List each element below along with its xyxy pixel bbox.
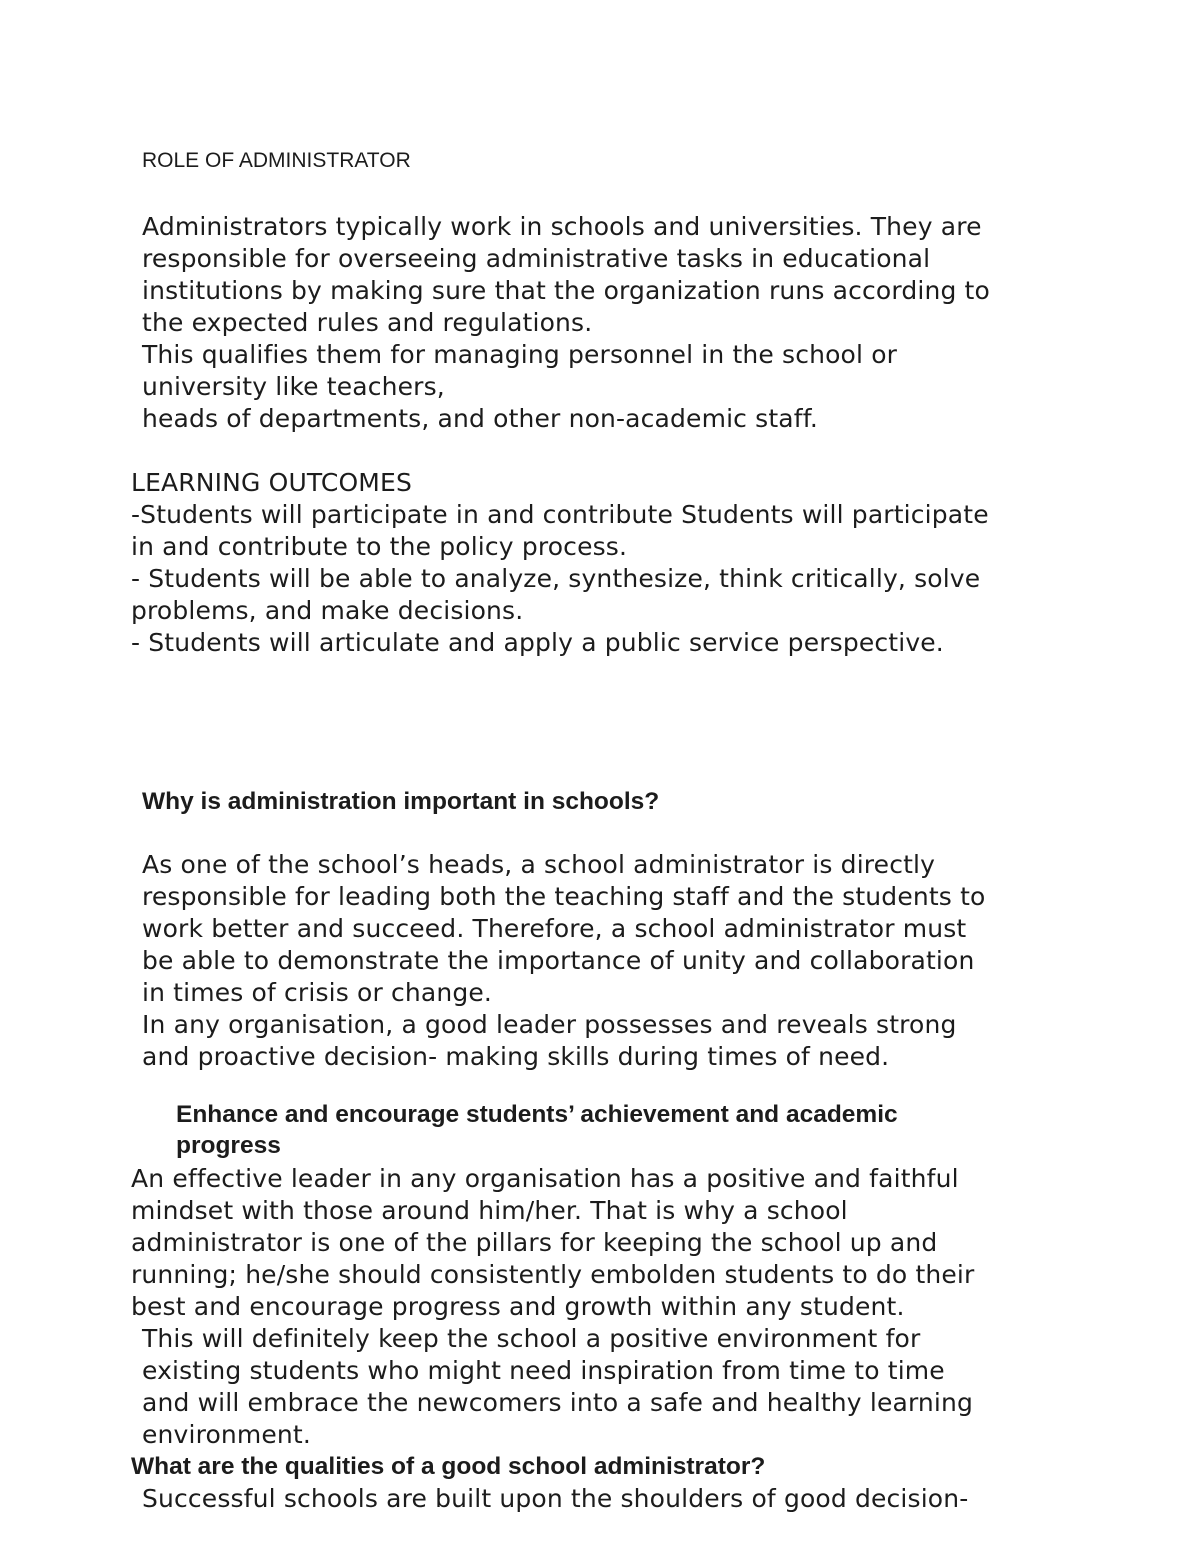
paragraph-line: running; he/she should consistently embolden students to do their — [131, 1260, 975, 1289]
paragraph-line: responsible for leading both the teaching staff and the students to — [142, 882, 986, 911]
section-heading: progress — [176, 1132, 281, 1159]
paragraph-line: This will definitely keep the school a positive environment for — [142, 1324, 921, 1353]
paragraph-line: An effective leader in any organisation has a positive and faithful — [131, 1164, 959, 1193]
intro-line: institutions by making sure that the organization runs according to — [142, 276, 990, 305]
outcome-line: - Students will articulate and apply a public service perspective. — [131, 628, 944, 657]
paragraph-line: and will embrace the newcomers into a safe and healthy learning — [142, 1388, 974, 1417]
page-title: ROLE OF ADMINISTRATOR — [142, 149, 411, 172]
paragraph-line: administrator is one of the pillars for keeping the school up and — [131, 1228, 938, 1257]
intro-line: This qualifies them for managing personnel in the school or — [142, 340, 898, 369]
paragraph-line: mindset with those around him/her. That is why a school — [131, 1196, 848, 1225]
learning-outcomes-heading: LEARNING OUTCOMES — [131, 468, 412, 497]
intro-line: responsible for overseeing administrative tasks in educational — [142, 244, 931, 273]
paragraph-line: Successful schools are built upon the shoulders of good decision- — [142, 1484, 969, 1513]
section-heading: Why is administration important in schools? — [142, 788, 660, 815]
paragraph-line: in times of crisis or change. — [142, 978, 492, 1007]
paragraph-line: As one of the school’s heads, a school administrator is directly — [142, 850, 936, 879]
paragraph-line: work better and succeed. Therefore, a school administrator must — [142, 914, 967, 943]
intro-line: the expected rules and regulations. — [142, 308, 593, 337]
paragraph-line: existing students who might need inspiration from time to time — [142, 1356, 945, 1385]
outcome-line: - Students will be able to analyze, synthesize, think critically, solve — [131, 564, 981, 593]
intro-line: university like teachers, — [142, 372, 445, 401]
outcome-line: problems, and make decisions. — [131, 596, 524, 625]
paragraph-line: best and encourage progress and growth within any student. — [131, 1292, 905, 1321]
intro-line: Administrators typically work in schools and universities. They are — [142, 212, 982, 241]
section-heading: Enhance and encourage students’ achievement and academic — [176, 1101, 898, 1128]
paragraph-line: be able to demonstrate the importance of unity and collaboration — [142, 946, 975, 975]
outcome-line: -Students will participate in and contribute Students will participate — [131, 500, 989, 529]
paragraph-line: and proactive decision- making skills during times of need. — [142, 1042, 890, 1071]
intro-line: heads of departments, and other non-academic staff. — [142, 404, 818, 433]
outcome-line: in and contribute to the policy process. — [131, 532, 628, 561]
section-heading: What are the qualities of a good school administrator? — [131, 1453, 766, 1480]
paragraph-line: environment. — [142, 1420, 311, 1449]
paragraph-line: In any organisation, a good leader possesses and reveals strong — [142, 1010, 957, 1039]
